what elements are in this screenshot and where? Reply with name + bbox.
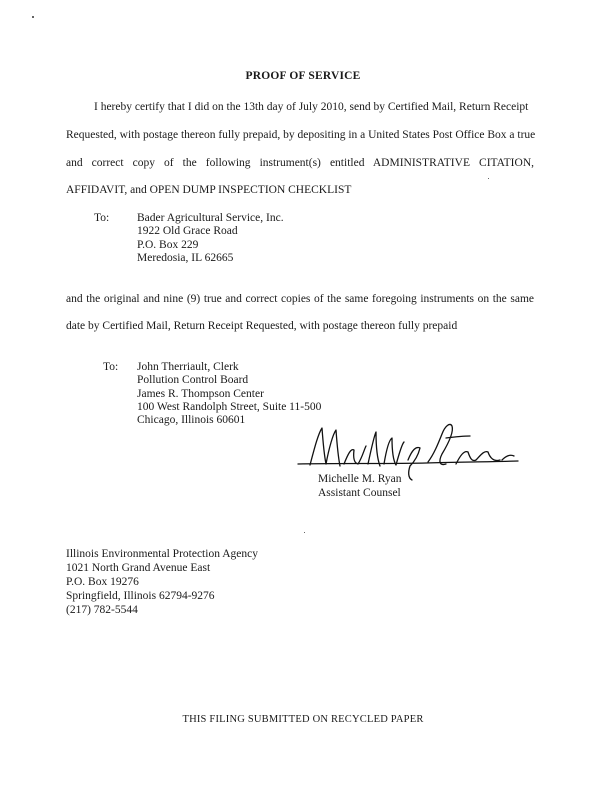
agency-line: Springfield, Illinois 62794-9276 (66, 590, 215, 602)
address-line: Chicago, Illinois 60601 (137, 414, 246, 427)
agency-line: (217) 782-5544 (66, 604, 138, 616)
address-line: P.O. Box 229 (137, 238, 199, 251)
second-line-2: date by Certified Mail, Return Receipt Requested, with postage thereon fully prepaid (66, 320, 458, 332)
scan-speck (304, 532, 305, 533)
signature-block (318, 472, 402, 500)
agency-line: Illinois Environmental Protection Agency (66, 548, 258, 560)
footer-note: THIS FILING SUBMITTED ON RECYCLED PAPER (182, 714, 424, 725)
agency-line: 1021 North Grand Avenue East (66, 562, 211, 574)
scan-speck (32, 16, 34, 18)
body-line-3: and correct copy of the following instrument(s) entitled ADMINISTRATIVE CITATION, (66, 157, 534, 169)
address-line: John Therriault, Clerk (137, 361, 239, 373)
body-line-1: I hereby certify that I did on the 13th day of July 2010, send by Certified Mail, Return Receipt (94, 101, 529, 113)
agency-address (66, 547, 258, 617)
address-line: Bader Agricultural Service, Inc. (137, 212, 284, 224)
recipient-2-address (137, 361, 321, 427)
document-title: PROOF OF SERVICE (245, 70, 361, 82)
second-line-1: and the original and nine (9) true and correct copies of the same foregoing instruments on the same (66, 293, 534, 305)
agency-line: P.O. Box 19276 (66, 576, 139, 588)
address-line: Meredosia, IL 62665 (137, 251, 234, 264)
body-line-2: Requested, with postage thereon fully prepaid, by depositing in a United States Post Office Box a true (66, 129, 536, 141)
address-line: 100 West Randolph Street, Suite 11-500 (137, 400, 322, 413)
address-line: James R. Thompson Center (137, 387, 264, 400)
signer-title: Assistant Counsel (318, 487, 401, 499)
address-line: 1922 Old Grace Road (137, 225, 238, 238)
to-label-1: To: (94, 212, 110, 224)
recipient-1-address (137, 212, 284, 265)
address-line: Pollution Control Board (137, 374, 249, 387)
body-line-4: AFFIDAVIT, and OPEN DUMP INSPECTION CHECKLIST (66, 184, 352, 196)
to-label-2: To: (103, 361, 119, 373)
signer-name: Michelle M. Ryan (318, 473, 402, 485)
scan-speck (488, 178, 489, 179)
